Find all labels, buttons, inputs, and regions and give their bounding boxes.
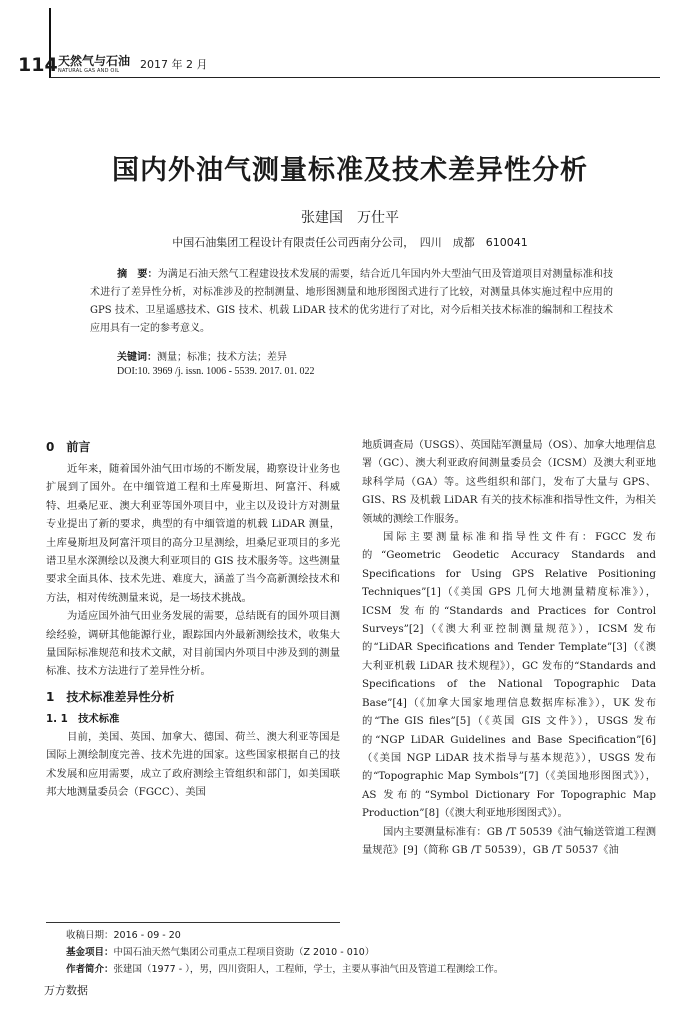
authors: 张建国 万仕平	[301, 210, 399, 226]
footnote-fund	[66, 944, 374, 958]
watermark: 万方数据	[44, 984, 88, 997]
article-title: 国内外油气测量标准及技术差异性分析	[112, 155, 588, 186]
paragraph: 国内主要测量标准有：GB /T 50539《油气输送管道工程测量规范》[9]（简称 GB /T 50539），GB /T 50537《油	[362, 825, 656, 856]
journal-logo-en: NATURAL GAS AND OIL	[58, 68, 120, 74]
author-text: 张建国（1977 - ），男，四川资阳人，工程师，学士，主要从事油气田及管道工程测绘工作。	[113, 964, 504, 975]
section-1-1-heading: 1. 1 技术标准	[46, 712, 120, 725]
fund-text: 中国石油天然气集团公司重点工程项目资助（Z 2010 - 010）	[113, 947, 375, 958]
keywords	[117, 348, 287, 363]
abstract-text: 为满足石油天然气工程建设技术发展的需要，结合近几年国内外大型油气田及管道项目对测量标准和技术进行了差异性分析，对标准涉及的控制测量、地形图测量和地形图图式进行了比较，对测量具体实施过程中应用的 GPS 技术、卫星遥感技术、GIS 技术、机载 LiDAR 技术的优劣进行了对比，对今后相关技术标准的编制和工程技术应用具有一定的参考意义。	[90, 269, 614, 334]
affiliation: 中国石油集团工程设计有限责任公司西南分公司， 四川 成都 610041	[172, 236, 528, 249]
abstract-label: 摘 要：	[117, 269, 158, 280]
section-0-heading: 0 前言	[46, 440, 91, 454]
paragraph: 为适应国外油气田业务发展的需要，总结既有的国外项目测绘经验，调研其他能源行业，跟踪国内外最新测绘技术，收集大量国际标准规范和技术文献，对目前国内外项目中涉及到的测量标准、技术方法进行了差异性分析。	[46, 610, 340, 678]
keywords-text: 测量；标准；技术方法；差异	[157, 352, 287, 363]
section-1-heading: 1 技术标准差异性分析	[46, 689, 175, 704]
doi: DOI:10. 3969 /j. issn. 1006 - 5539. 2017. 01. 022	[117, 366, 315, 377]
right-column	[362, 436, 656, 859]
paragraph: 目前，美国、英国、加拿大、德国、荷兰、澳大利亚等国是国际上测绘制度完善、技术先进的国家。这些国家根据自己的技术发展和应用需要，成立了政府测绘主管组织和部门，如美国联邦大地测量委员会（FGCC）、美国	[46, 730, 340, 799]
issue-date: 2017 年 2 月	[140, 58, 208, 71]
paragraph: 国际主要测量标准和指导性文件有：FGCC 发布的“Geometric Geodetic Accuracy Standards and Specifications for Using GPS Relative Positioning Techniques”[1]（《美国 GPS 几何大地测量精度标准》），ICSM 发布的“Standards and Practices for Control Surveys”[2]（《澳大利亚控制测量规范》），ICSM 发布的“LiDAR Specifications and Tender Template”[3]（《澳大利亚机载 LiDAR 技术规程》），GC 发布的“Standards and Specifications of the National Topographic Data Base”[4]（《加拿大国家地理信息数据库标准》），UK 发布的“The GIS files”[5]（《英国 GIS 文件》），USGS 发布的“NGP LiDAR Guidelines and Base Specification”[6]（《美国 NGP LiDAR 技术指导与基本规范》），USGS 发布的“Topographic Map Symbols”[7]（《美国地形图图式》），AS 发布的“Symbol Dictionary For Topographic Map Production”[8]（《澳大利亚地形图图式》）。	[362, 531, 656, 820]
footnote-received: 收稿日期：2016 - 09 - 20	[66, 930, 181, 941]
fund-label: 基金项目：	[66, 947, 114, 958]
page-number: 114	[18, 54, 58, 76]
journal-logo-cn: 天然气与石油	[58, 54, 131, 68]
paragraph: 地质调查局（USGS）、英国陆军测量局（OS）、加拿大地理信息署（GC）、澳大利亚政府间测量委员会（ICSM）及澳大利亚地球科学局（GA）等。这些组织和部门，发布了大量与 GPS、GIS、RS 及机载 LiDAR 有关的技术标准和指导性文件，为相关领域的测绘工作服务。	[362, 439, 656, 525]
header-rule	[50, 77, 660, 78]
footnote-rule	[46, 922, 340, 923]
left-column	[46, 436, 340, 802]
abstract	[90, 266, 613, 338]
keywords-label: 关键词：	[117, 352, 157, 363]
author-label: 作者简介：	[66, 964, 114, 975]
paragraph: 近年来，随着国外油气田市场的不断发展，勘察设计业务也扩展到了国外。在中缅管道工程和土库曼斯坦、阿富汗、科威特、坦桑尼亚、澳大利亚等国外项目中，业主以及设计方对测量专业提出了新的要求，典型的有中缅管道的机载 LiDAR 测量，土库曼斯坦及阿富汗项目的高分卫星测绘，坦桑尼亚项目的多光谱卫星水深测绘以及澳大利亚项目的 GIS 技术服务等。这些测量要求全面具体、技术先进、难度大，涵盖了当今高新测绘技术和方法，相对传统测量来说，是一场技术挑战。	[46, 463, 340, 604]
footnote-author	[66, 961, 503, 975]
